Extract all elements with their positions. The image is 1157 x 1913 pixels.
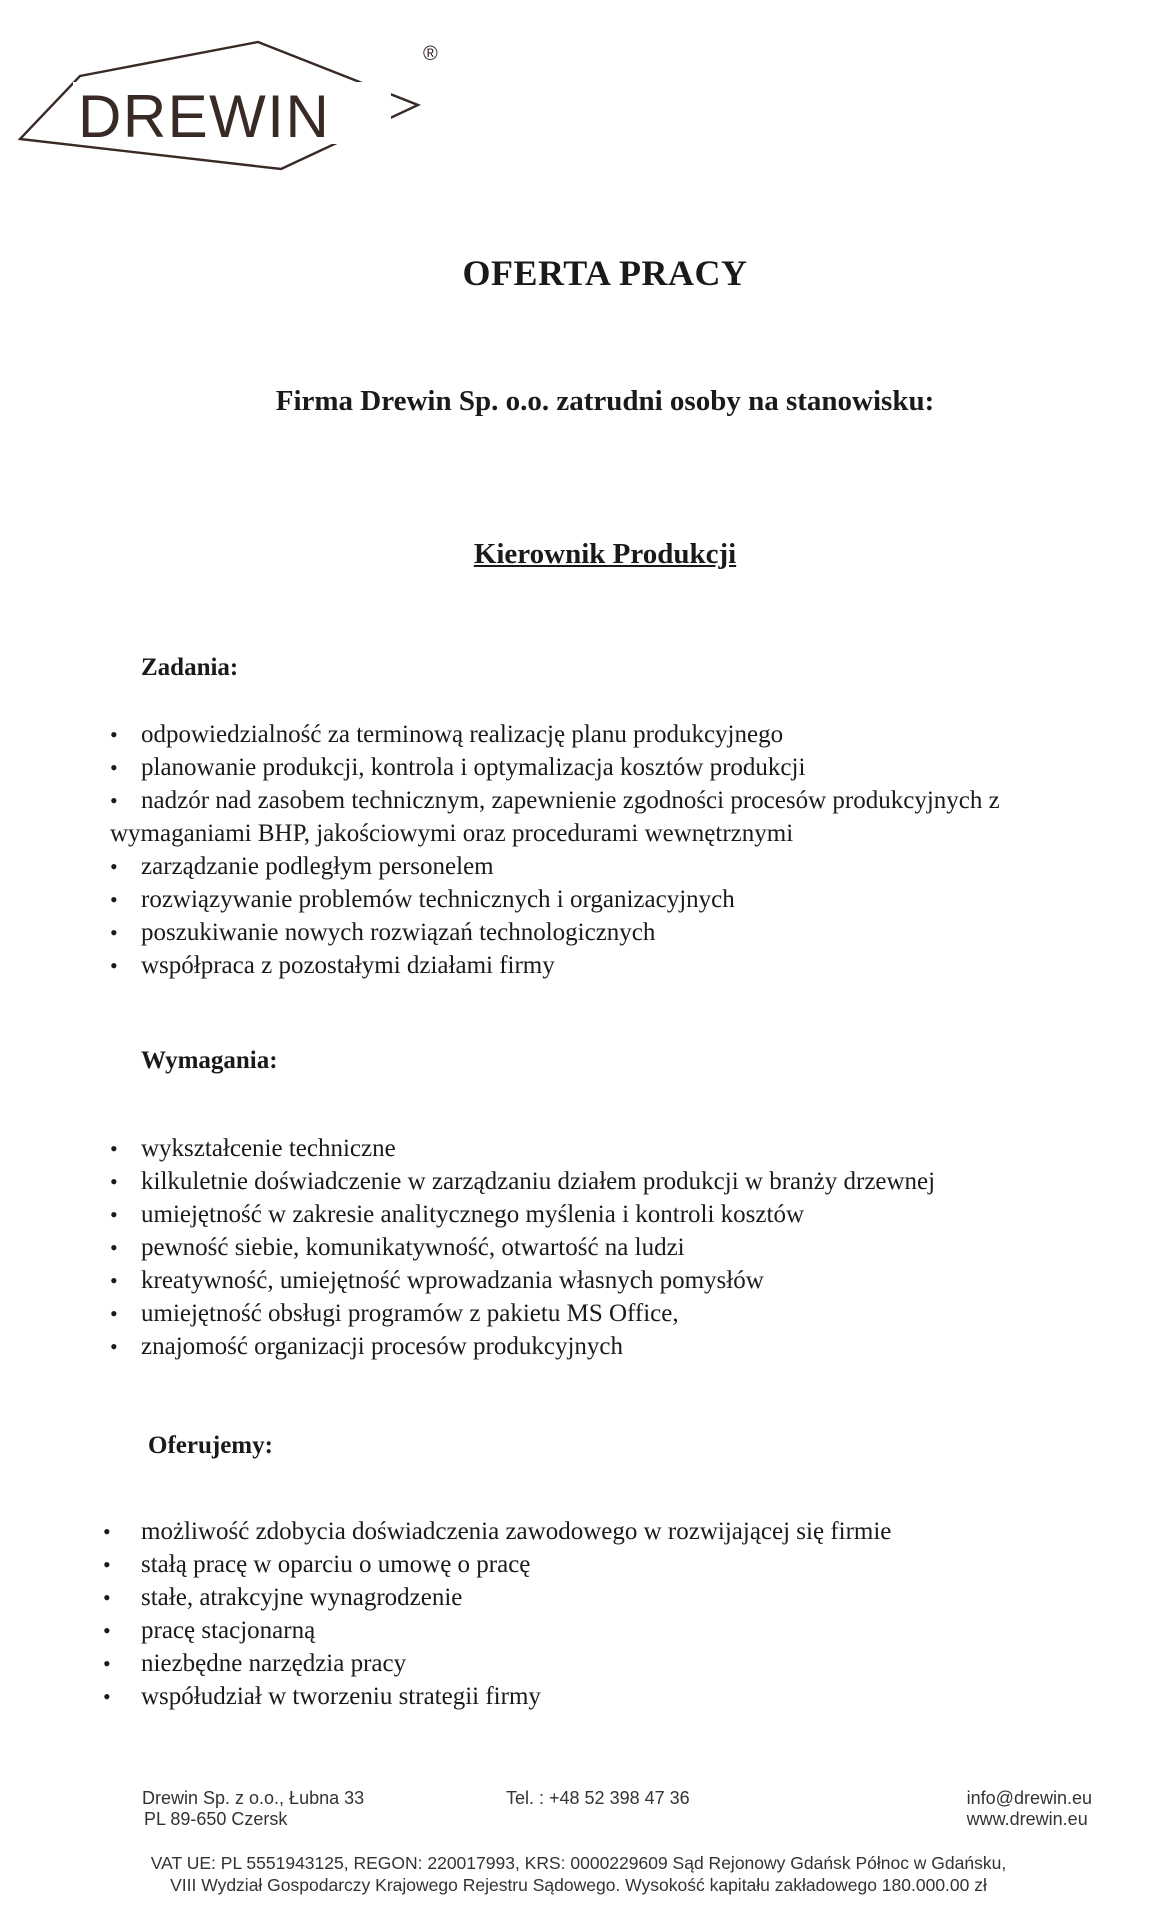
requirements-heading: Wymagania: (141, 1047, 278, 1074)
requirements-list (0, 1132, 1157, 1363)
position-title: Kierownik Produkcji (473, 538, 737, 570)
page-title: OFERTA PRACY (462, 253, 748, 293)
company-logo (18, 38, 448, 174)
tasks-heading: Zadania: (141, 654, 239, 681)
tasks-list (0, 718, 1157, 982)
list-item-line: nadzór nad zasobem technicznym, zapewnienie zgodności procesów produkcyjnych z (141, 787, 1000, 814)
logo-graphic (18, 38, 448, 174)
list-item: • wykształcenie techniczne (0, 1132, 1157, 1165)
list-item: • znajomość organizacji procesów produkcyjnych (0, 1330, 1157, 1363)
list-item: • umiejętność obsługi programów z pakietu MS Office, (0, 1297, 1157, 1330)
footer-address-line: Drewin Sp. z o.o., Łubna 33 (142, 1788, 365, 1808)
intro-text: Firma Drewin Sp. o.o. zatrudni osoby na stanowisku: (275, 385, 935, 417)
footer-phone: Tel. : +48 52 398 47 36 (506, 1788, 690, 1808)
list-item: • możliwość zdobycia doświadczenia zawodowego w rozwijającej się firmie (0, 1515, 1157, 1548)
offer-heading: Oferujemy: (148, 1432, 273, 1459)
list-item: • zarządzanie podległym personelem (0, 850, 1157, 883)
list-item-line: wymaganiami BHP, jakościowymi oraz procedurami wewnętrznymi (110, 820, 794, 847)
list-item: • kilkuletnie doświadczenie w zarządzaniu działem produkcji w branży drzewnej (0, 1165, 1157, 1198)
list-item (0, 784, 1157, 850)
list-item: • kreatywność, umiejętność wprowadzania własnych pomysłów (0, 1264, 1157, 1297)
offer-list (0, 1515, 1157, 1713)
footer-legal-line: VAT UE: PL 5551943125, REGON: 220017993, KRS: 0000229609 Sąd Rejonowy Gdańsk Północ w Gdańsku, (150, 1853, 1007, 1873)
list-item: • umiejętność w zakresie analitycznego myślenia i kontroli kosztów (0, 1198, 1157, 1231)
list-item: • poszukiwanie nowych rozwiązań technologicznych (0, 916, 1157, 949)
footer-legal-info (0, 1852, 1157, 1896)
footer-legal-line: VIII Wydział Gospodarczy Krajowego Rejestru Sądowego. Wysokość kapitału zakładowego 180.000.00 zł (170, 1875, 987, 1895)
list-item: • odpowiedzialność za terminową realizację planu produkcyjnego (0, 718, 1157, 751)
footer-address-line: PL 89-650 Czersk (144, 1809, 288, 1829)
footer-email-link[interactable]: info@drewin.eu (966, 1788, 1092, 1808)
list-item: • współudział w tworzeniu strategii firmy (0, 1680, 1157, 1713)
list-item: • planowanie produkcji, kontrola i optymalizacja kosztów produkcji (0, 751, 1157, 784)
logo-wordmark: DREWIN (78, 83, 331, 150)
footer-website-link[interactable]: www.drewin.eu (966, 1809, 1088, 1829)
list-item: • rozwiązywanie problemów technicznych i organizacyjnych (0, 883, 1157, 916)
list-item: • pewność siebie, komunikatywność, otwartość na ludzi (0, 1231, 1157, 1264)
list-item: • niezbędne narzędzia pracy (0, 1647, 1157, 1680)
list-item: • stałe, atrakcyjne wynagrodzenie (0, 1581, 1157, 1614)
footer-contact (967, 1788, 1092, 1830)
footer-address (142, 1788, 364, 1830)
list-item: • współpraca z pozostałymi działami firmy (0, 949, 1157, 982)
list-item: • stałą pracę w oparciu o umowę o pracę (0, 1548, 1157, 1581)
list-item: • pracę stacjonarną (0, 1614, 1157, 1647)
registered-trademark-icon: ® (423, 43, 438, 65)
